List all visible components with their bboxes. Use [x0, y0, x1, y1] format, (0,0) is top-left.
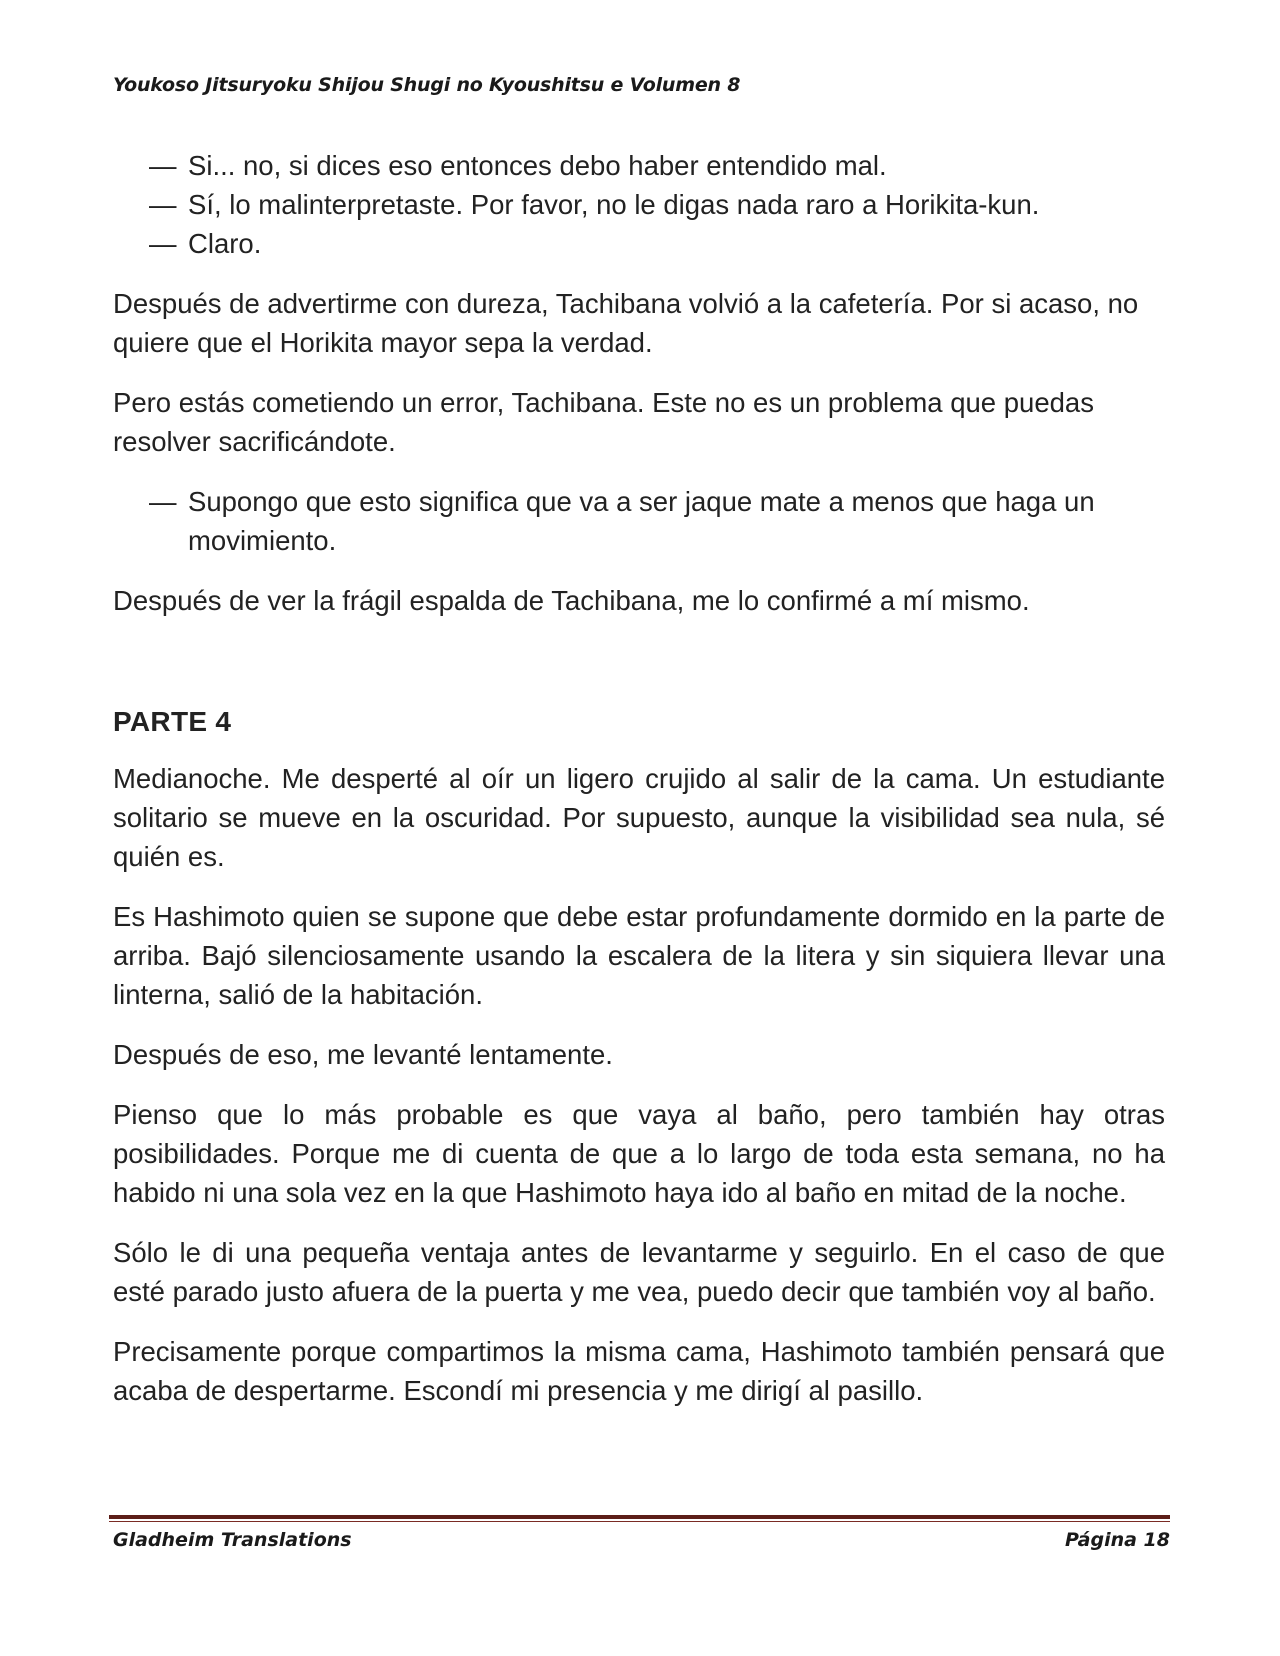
section-heading: PARTE 4: [113, 706, 232, 737]
dialogue-text: Sí, lo malinterpretaste. Por favor, no le digas nada raro a Horikita-kun.: [188, 189, 1040, 220]
paragraph: Medianoche. Me desperté al oír un ligero crujido al salir de la cama. Un estudiante solitario se mueve en la oscuridad. Por supuesto, aunque la visibilidad sea nula, sé quién es.: [113, 763, 1165, 872]
dialogue-text: Claro.: [188, 228, 262, 259]
paragraph: Después de ver la frágil espalda de Tachibana, me lo confirmé a mí mismo.: [113, 585, 1030, 616]
footer-divider-thin: [109, 1521, 1170, 1522]
paragraph: Precisamente porque compartimos la misma cama, Hashimoto también pensará que acaba de despertarme. Escondí mi presencia y me dirigí al pasillo.: [113, 1336, 1165, 1406]
dialogue-dash: —: [149, 150, 177, 181]
footer-page-number: Página 18: [1064, 1529, 1170, 1551]
dialogue-line: [113, 482, 1165, 560]
dialogue-line: [113, 185, 1165, 224]
dialogue-dash: —: [149, 228, 177, 259]
page-content: [113, 146, 1165, 1431]
dialogue-dash: —: [149, 189, 177, 220]
dialogue-dash: —: [149, 486, 177, 517]
dialogue-line: [113, 224, 1165, 263]
footer-divider-thick: [109, 1515, 1170, 1519]
paragraph: Después de advertirme con dureza, Tachibana volvió a la cafetería. Por si acaso, no quiere que el Horikita mayor sepa la verdad.: [113, 288, 1139, 358]
dialogue-line: [113, 146, 1165, 185]
paragraph: Después de eso, me levanté lentamente.: [113, 1039, 613, 1070]
footer-translator: Gladheim Translations: [113, 1529, 352, 1551]
header-title: Youkoso Jitsuryoku Shijou Shugi no Kyoushitsu e Volumen 8: [113, 74, 741, 96]
paragraph: Pero estás cometiendo un error, Tachibana. Este no es un problema que puedas resolver sacrificándote.: [113, 387, 1094, 457]
dialogue-text: Si... no, si dices eso entonces debo haber entendido mal.: [188, 150, 887, 181]
paragraph: Pienso que lo más probable es que vaya al baño, pero también hay otras posibilidades. Porque me di cuenta de que a lo largo de toda esta semana, no ha habido ni una sola vez en la que Hashimoto haya ido al baño en mitad de la noche.: [113, 1099, 1165, 1208]
dialogue-group-1: [113, 146, 1165, 263]
dialogue-group-2: [113, 482, 1165, 560]
dialogue-text: Supongo que esto significa que va a ser jaque mate a menos que haga un movimiento.: [188, 486, 1095, 556]
paragraph: Sólo le di una pequeña ventaja antes de levantarme y seguirlo. En el caso de que esté parado justo afuera de la puerta y me vea, puedo decir que también voy al baño.: [113, 1237, 1165, 1307]
paragraph: Es Hashimoto quien se supone que debe estar profundamente dormido en la parte de arriba. Bajó silenciosamente usando la escalera de la litera y sin siquiera llevar una linterna, salió de la habitación.: [113, 901, 1165, 1010]
